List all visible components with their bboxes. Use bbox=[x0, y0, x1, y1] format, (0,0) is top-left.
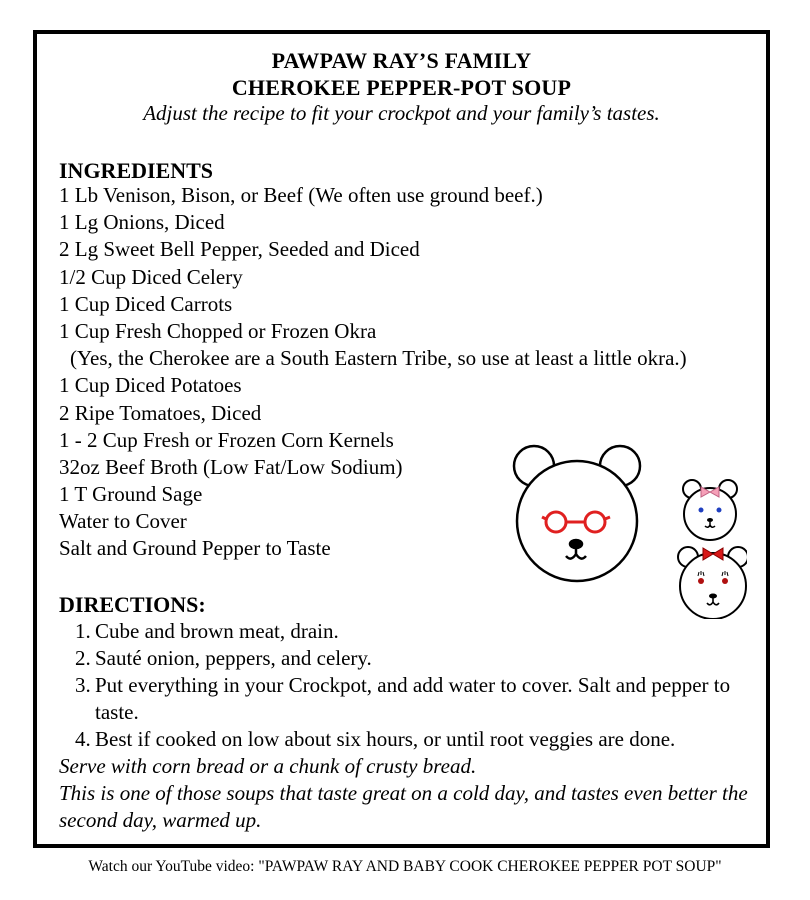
closing-line: Serve with corn bread or a chunk of crusty bread. bbox=[59, 754, 477, 778]
ingredient-note: (Yes, the Cherokee are a South Eastern Tribe, so use at least a little okra.) bbox=[70, 346, 687, 371]
step-text: Cube and brown meat, drain. bbox=[95, 619, 339, 643]
ingredient-item: Water to Cover bbox=[59, 509, 187, 534]
ingredient-item: 1 Cup Diced Potatoes bbox=[59, 373, 242, 398]
ingredient-item: 1 Lb Venison, Bison, or Beef (We often use ground beef.) bbox=[59, 183, 543, 207]
baby-bear-red-icon bbox=[678, 547, 747, 619]
direction-step bbox=[75, 618, 755, 645]
closing-notes bbox=[59, 753, 759, 834]
direction-step bbox=[75, 672, 755, 726]
step-text: Sauté onion, peppers, and celery. bbox=[95, 646, 372, 670]
recipe-card bbox=[33, 30, 770, 848]
ingredient-item: 1 Lg Onions, Diced bbox=[59, 210, 225, 235]
baby-bear-pink-icon bbox=[683, 480, 737, 540]
step-text: Put everything in your Crockpot, and add water to cover. Salt and pepper to taste. bbox=[95, 673, 731, 724]
ingredient-item: 1 Cup Fresh Chopped or Frozen Okra bbox=[59, 318, 377, 343]
ingredient-item: 32oz Beef Broth (Low Fat/Low Sodium) bbox=[59, 454, 403, 479]
direction-step bbox=[75, 645, 755, 672]
ingredient-item: 1 Cup Diced Carrots bbox=[59, 291, 233, 316]
ingredient-item: 1 T Ground Sage bbox=[59, 482, 203, 507]
step-text: Best if cooked on low about six hours, or until root veggies are done. bbox=[95, 727, 676, 751]
closing-line: This is one of those soups that taste great on a cold day, and tastes even better the second day, warmed up. bbox=[59, 781, 748, 832]
step-number: 4. bbox=[75, 727, 91, 751]
bear-family-icon bbox=[512, 444, 747, 619]
ingredient-item: 1/2 Cup Diced Celery bbox=[59, 264, 243, 289]
footer-video-note: Watch our YouTube video: "PAWPAW RAY AND BABY COOK CHEROKEE PEPPER POT SOUP" bbox=[88, 858, 722, 875]
directions-heading: DIRECTIONS: bbox=[59, 592, 206, 617]
ingredient-item: Salt and Ground Pepper to Taste bbox=[59, 536, 331, 561]
papa-bear-icon bbox=[514, 446, 640, 581]
directions-list bbox=[75, 618, 755, 753]
recipe-title-line1: PAWPAW RAY’S FAMILY bbox=[271, 48, 532, 73]
ingredients-heading: INGREDIENTS bbox=[59, 158, 214, 183]
direction-step bbox=[75, 726, 755, 753]
step-number: 1. bbox=[75, 619, 91, 643]
ingredient-item: 1 - 2 Cup Fresh or Frozen Corn Kernels bbox=[59, 427, 394, 452]
recipe-subtitle: Adjust the recipe to fit your crockpot and your family’s tastes. bbox=[143, 101, 660, 125]
recipe-title-line2: CHEROKEE PEPPER-POT SOUP bbox=[231, 75, 572, 100]
step-number: 2. bbox=[75, 646, 91, 670]
ingredient-item: 2 Ripe Tomatoes, Diced bbox=[59, 400, 262, 425]
step-number: 3. bbox=[75, 673, 91, 697]
ingredient-item: 2 Lg Sweet Bell Pepper, Seeded and Diced bbox=[59, 237, 420, 262]
